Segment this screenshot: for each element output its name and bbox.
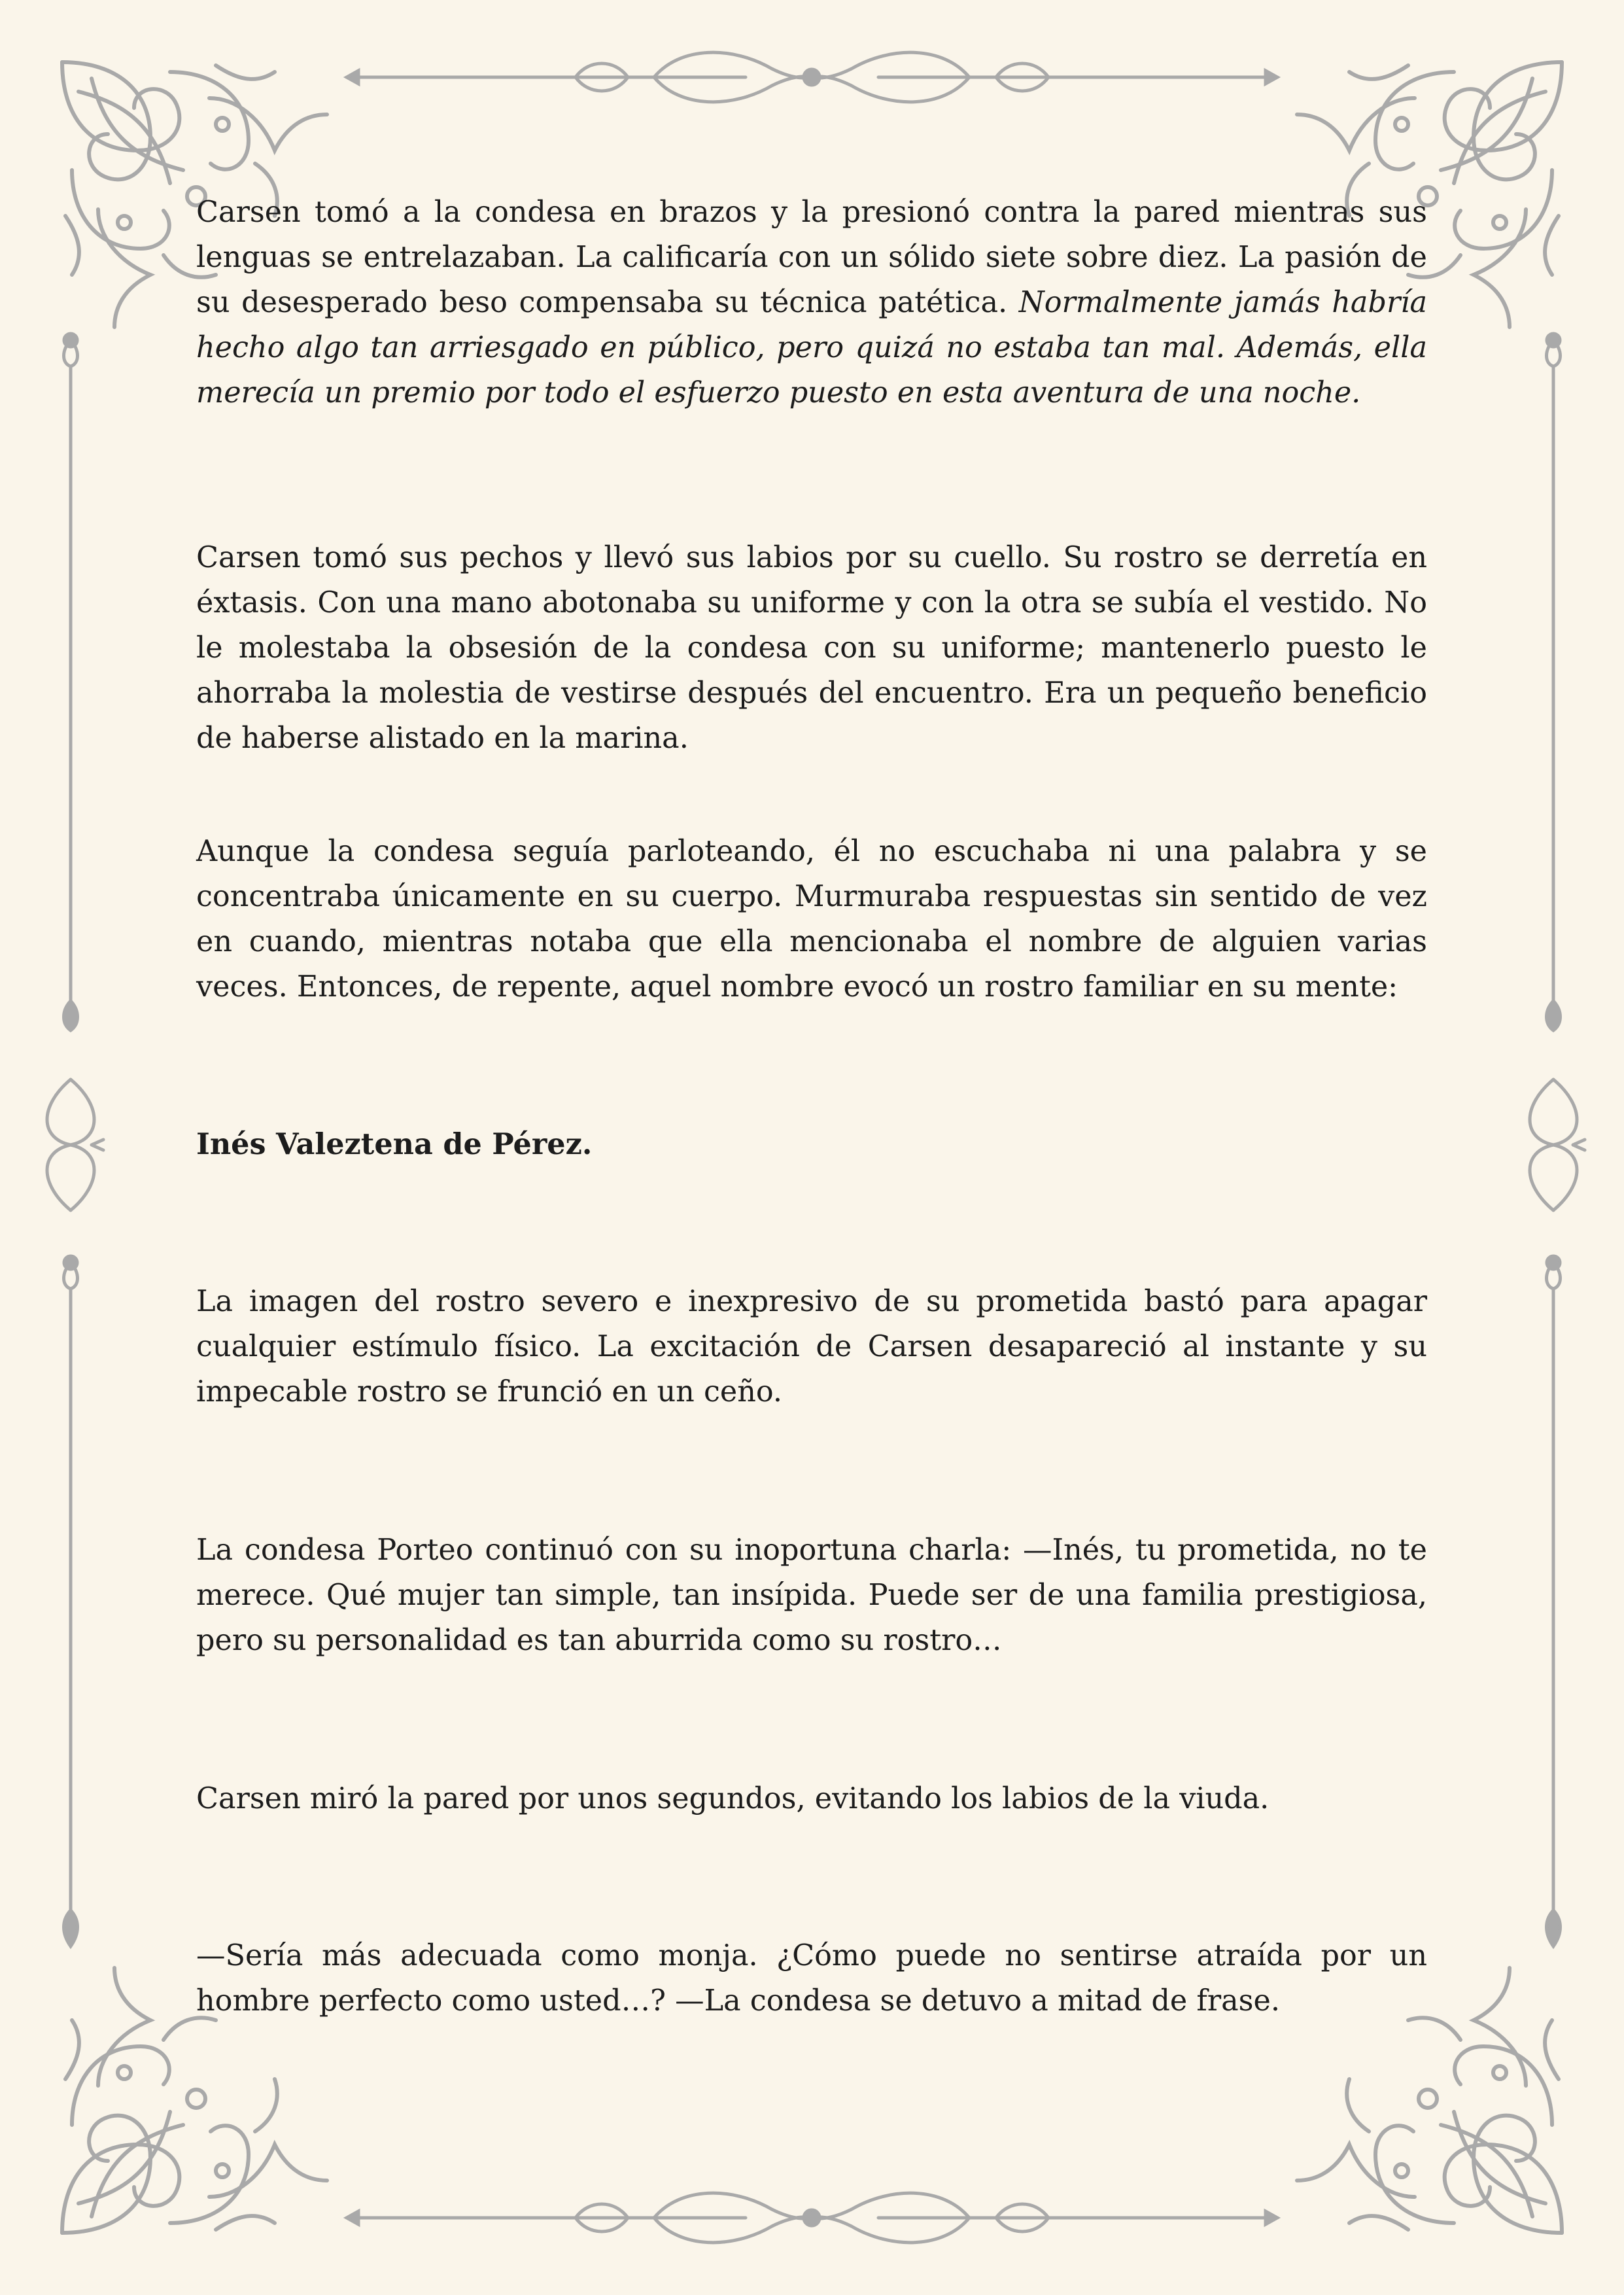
top-flourish: [347, 52, 1277, 102]
paragraph-6: [196, 1528, 1427, 1663]
paragraph-2-text: Carsen tomó sus pechos y llevó sus labios por su cuello. Su rostro se derretía en éxtasis. Con una mano abotonaba su uniforme y con la otra se subía el vestido. No le molestaba la obsesión de la condesa con su uniforme; mantenerlo puesto le ahorraba la molestia de vestirse después del encuentro. Era un pequeño beneficio de haberse alistado en la marina.: [196, 541, 1427, 755]
paragraph-5: [196, 1279, 1427, 1414]
paragraph-7-text: Carsen miró la pared por unos segundos, evitando los labios de la viuda.: [196, 1782, 1270, 1815]
paragraph-6-text: La condesa Porteo continuó con su inoportuna charla: —Inés, tu prometida, no te merece. Qué mujer tan simple, tan insípida. Puede ser de una familia prestigiosa, pero su personalidad es tan aburrida como su rostro…: [196, 1533, 1427, 1657]
paragraph-8: [196, 1933, 1427, 2023]
paragraph-1-plain: Carsen tomó a la condesa en brazos y la presionó contra la pared mientras sus lenguas se entrelazaban. La calificaría con un sólido siete sobre diez. La pasión de su desesperado beso compensaba su técnica patética.: [196, 196, 1427, 319]
paragraph-1: [196, 190, 1427, 415]
paragraph-5-text: La imagen del rostro severo e inexpresivo de su prometida bastó para apagar cualquier estímulo físico. La excitación de Carsen desapareció al instante y su impecable rostro se frunció en un ceño.: [196, 1285, 1427, 1409]
name-heading: [196, 1122, 1427, 1167]
paragraph-2: [196, 535, 1427, 761]
paragraph-3-text: Aunque la condesa seguía parloteando, él no escuchaba ni una palabra y se concentraba únicamente en su cuerpo. Murmuraba respuestas sin sentido de vez en cuando, mientras notaba que ella mencionaba el nombre de alguien varias veces. Entonces, de repente, aquel nombre evocó un rostro familiar en su mente:: [196, 835, 1427, 1004]
bottom-flourish: [347, 2193, 1277, 2243]
paragraph-1-italic: Normalmente jamás habría hecho algo tan arriesgado en público, pero quizá no estaba tan mal. Además, ella merecía un premio por todo el esfuerzo puesto en esta aventura de una noche.: [196, 286, 1427, 410]
paragraph-3: [196, 829, 1427, 1009]
name-heading-text: Inés Valeztena de Pérez.: [196, 1127, 593, 1161]
paragraph-7: [196, 1776, 1427, 1821]
paragraph-8-text: —Sería más adecuada como monja. ¿Cómo puede no sentirse atraída por un hombre perfecto como usted…? —La condesa se detuvo a mitad de frase.: [196, 1939, 1427, 2018]
